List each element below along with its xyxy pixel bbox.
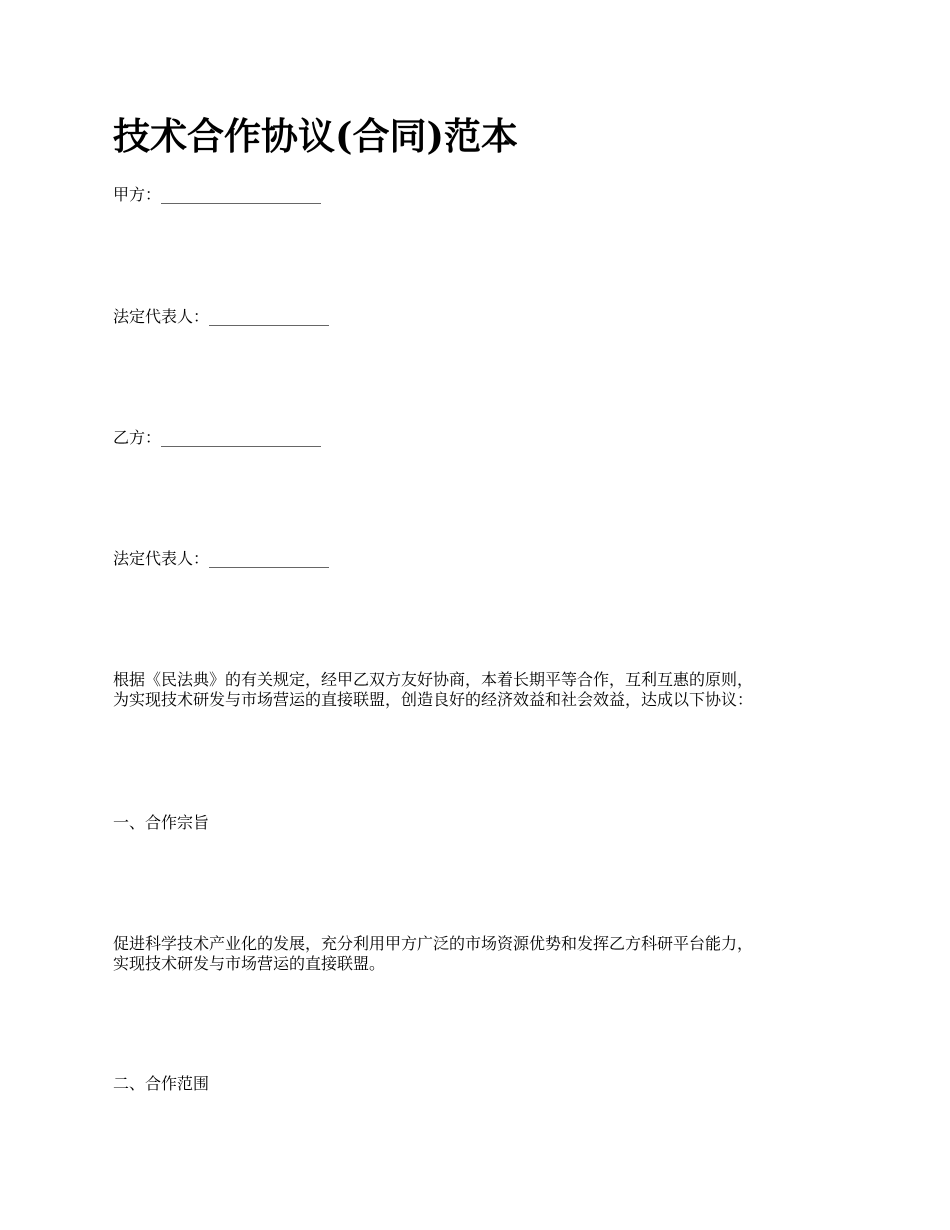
section-heading-purpose: 一、合作宗旨 <box>113 813 210 832</box>
party-a-representative-field: 法定代表人：_______________ <box>113 307 330 326</box>
preamble-line: 为实现技术研发与市场营运的直接联盟，创造良好的经济效益和社会效益，达成以下协议： <box>113 690 754 709</box>
paragraph-line: 促进科学技术产业化的发展，充分利用甲方广泛的市场资源优势和发挥乙方科研平台能力， <box>113 934 754 953</box>
party-a-field: 甲方：____________________ <box>113 185 322 204</box>
preamble-paragraph <box>113 670 853 710</box>
preamble-line: 根据《民法典》的有关规定，经甲乙双方友好协商，本着长期平等合作，互利互惠的原则， <box>113 670 754 689</box>
paragraph-line: 实现技术研发与市场营运的直接联盟。 <box>113 954 386 973</box>
document-title: 技术合作协议(合同)范本 <box>113 114 519 158</box>
section-purpose-paragraph <box>113 934 853 974</box>
party-b-field: 乙方：____________________ <box>113 428 322 447</box>
section-heading-scope: 二、合作范围 <box>113 1074 210 1093</box>
party-b-representative-field: 法定代表人：_______________ <box>113 549 330 568</box>
